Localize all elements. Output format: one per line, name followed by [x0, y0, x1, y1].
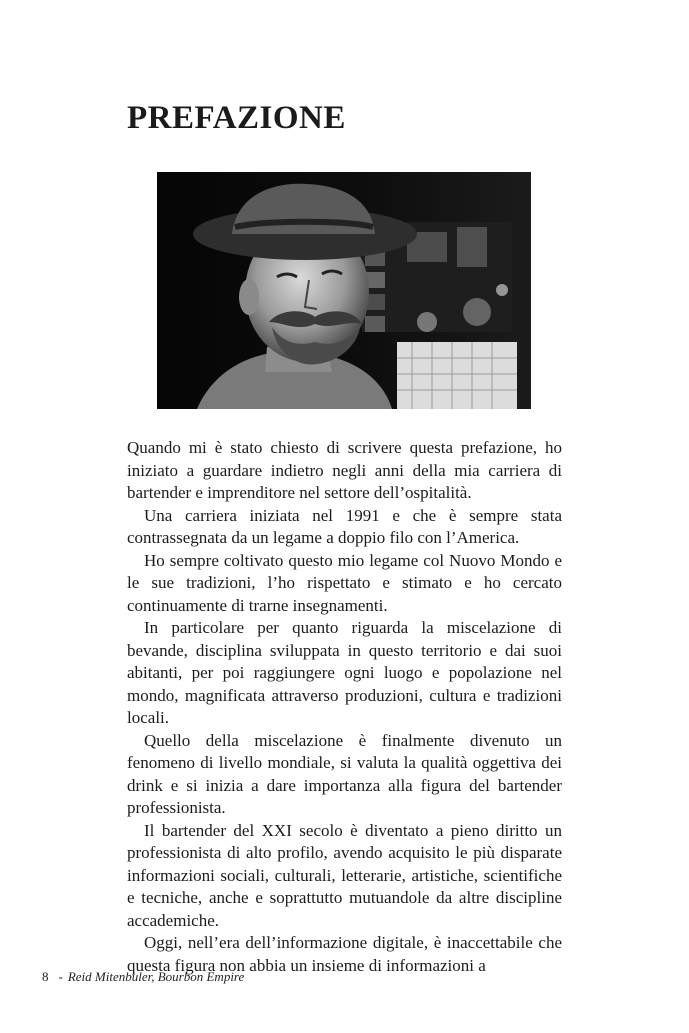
paragraph: Quando mi è stato chiesto di scrivere questa prefazione, ho iniziato a guardare indietro negli anni della mia carriera di bartender e imprenditore nel settore dell’ospitalità. — [127, 438, 562, 502]
page-title: PREFAZIONE — [127, 100, 346, 136]
paragraph: Quello della miscelazione è finalmente divenuto un fenomeno di livello mondiale, si valuta la qualità oggettiva dei drink e si inizia a dare importanza alla figura del bartender professionista. — [127, 730, 562, 817]
footer-dash: - — [58, 969, 63, 984]
paragraph: Oggi, nell’era dell’informazione digitale, è inaccettabile che questa figura non abbia un insieme di informazioni a — [127, 933, 562, 975]
portrait-photo — [157, 172, 531, 409]
page-number: 8 — [42, 969, 49, 984]
paragraph: Ho sempre coltivato questo mio legame col Nuovo Mondo e le sue tradizioni, l’ho rispettato e stimato e ho cercato continuamente di trarne insegnamenti. — [127, 550, 562, 615]
paragraph: In particolare per quanto riguarda la miscelazione di bevande, disciplina sviluppata in questo territorio e dai suoi abitanti, per poi raggiungere ogni luogo e popolazione nel mondo, magnificata attraverso produzioni, cultura e tradizioni locali. — [127, 618, 562, 727]
paragraph: Una carriera iniziata nel 1991 e che è sempre stata contrassegnata da un legame a doppio filo con l’America. — [127, 505, 562, 547]
running-head: Reid Mitenbuler, Bourbon Empire — [67, 969, 245, 984]
page-footer — [42, 969, 244, 985]
paragraph: Il bartender del XXI secolo è diventato a pieno diritto un professionista di alto profilo, avendo acquisito le più disparate informazioni sociali, culturali, letterarie, artistiche, scientifiche e tecniche, anche e soprattutto mutuandole da altre discipline accademiche. — [127, 820, 562, 930]
body-text — [127, 437, 562, 977]
